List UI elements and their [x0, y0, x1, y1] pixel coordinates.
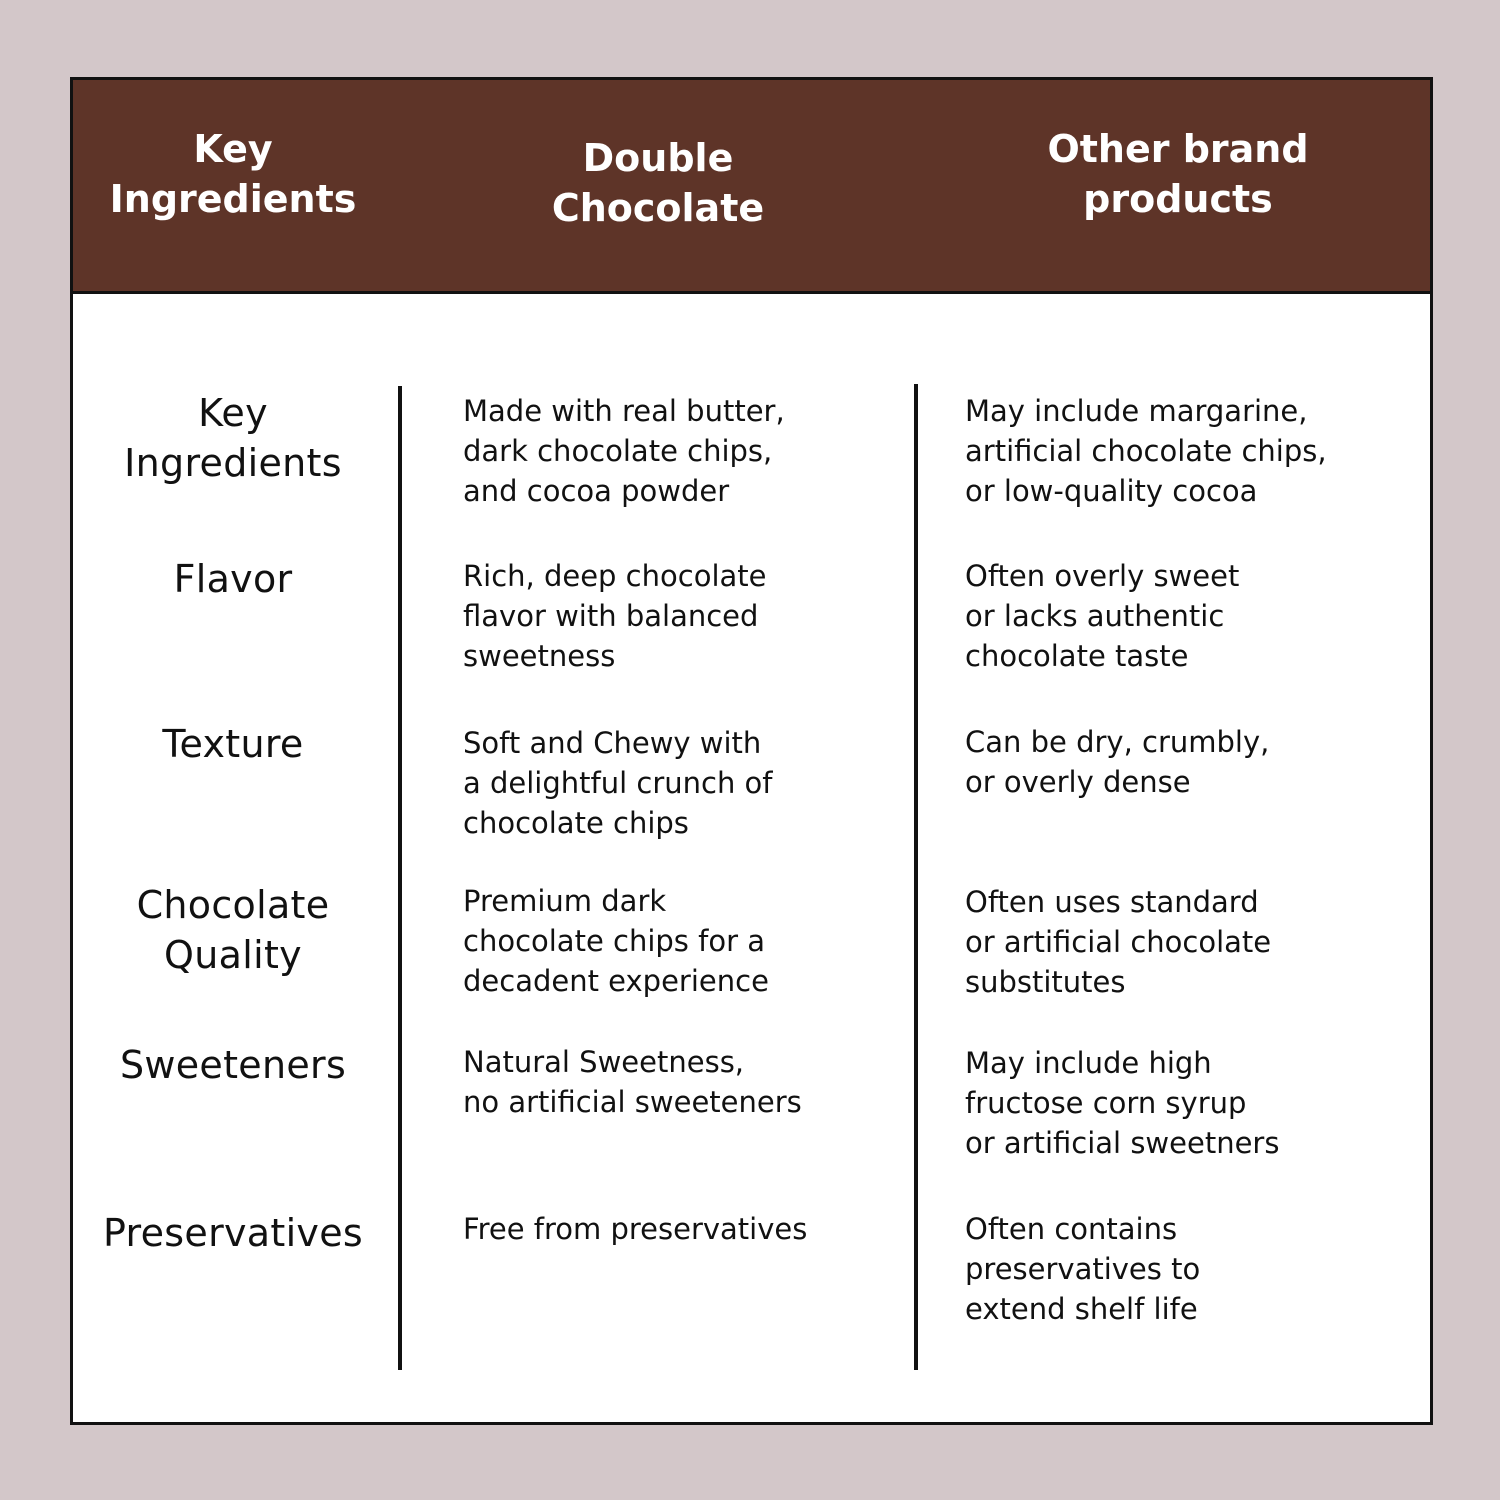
product-preservatives: Free from preservatives: [463, 1212, 808, 1246]
row-label-flavor: Flavor: [173, 557, 293, 601]
column-divider-left: [398, 386, 402, 1370]
row-label-key-ingredients: Key Ingredients: [124, 391, 342, 485]
other-key-ingredients: May include margarine, artificial chocolate chips, or low-quality cocoa: [965, 394, 1327, 508]
header-product: Double Chocolate: [551, 135, 765, 230]
row-label-sweeteners: Sweeteners: [119, 1043, 347, 1087]
comparison-table: [70, 77, 1433, 1425]
row-label-preservatives: Preservatives: [102, 1211, 363, 1255]
column-divider-right: [914, 384, 918, 1370]
product-chocolate-quality: Premium dark chocolate chips for a decadent experience: [463, 884, 769, 998]
product-flavor: Rich, deep chocolate flavor with balanced sweetness: [463, 559, 767, 673]
other-texture: Can be dry, crumbly, or overly dense: [965, 725, 1270, 799]
header-feature: Key Ingredients: [109, 126, 357, 221]
other-sweeteners: May include high fructose corn syrup or artificial sweetners: [965, 1046, 1280, 1160]
product-key-ingredients: Made with real butter, dark chocolate chips, and cocoa powder: [463, 394, 785, 508]
header-other-brands: Other brand products: [1047, 126, 1309, 221]
other-chocolate-quality: Often uses standard or artificial chocolate substitutes: [965, 885, 1272, 999]
row-label-chocolate-quality: Chocolate Quality: [136, 883, 330, 977]
product-sweeteners: Natural Sweetness, no artificial sweeteners: [463, 1045, 802, 1119]
table-header: [73, 80, 1430, 294]
product-texture: Soft and Chewy with a delightful crunch of chocolate chips: [463, 726, 773, 840]
row-label-texture: Texture: [162, 722, 304, 766]
other-flavor: Often overly sweet or lacks authentic chocolate taste: [965, 559, 1240, 673]
other-preservatives: Often contains preservatives to extend shelf life: [965, 1212, 1201, 1326]
